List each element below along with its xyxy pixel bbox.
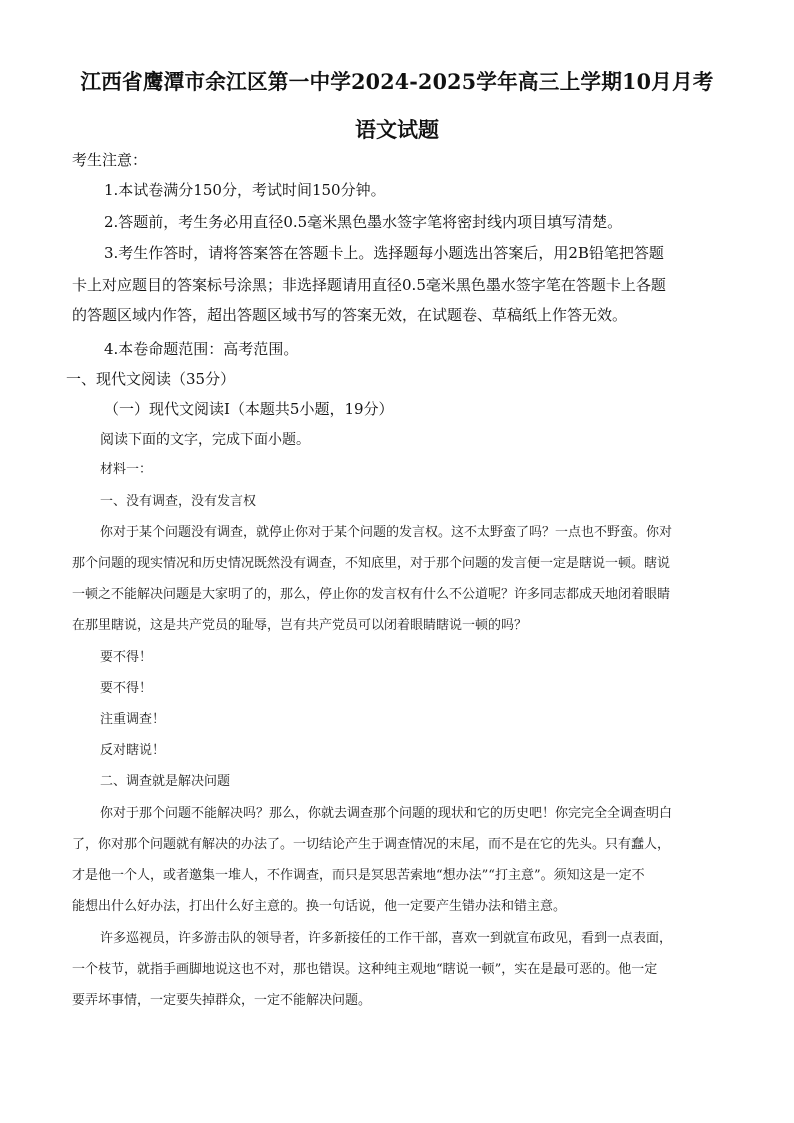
paragraph-line: 了，你对那个问题就有解决的办法了。一切结论产生于调查情况的末尾，而不是在它的先头。只有蠢人， bbox=[72, 837, 671, 852]
part-title: 一、没有调查，没有发言权 bbox=[100, 494, 257, 509]
notice-item: 的答题区域内作答，超出答题区域书写的答案无效，在试题卷、草稿纸上作答无效。 bbox=[72, 306, 628, 324]
notice-item: 2.答题前，考生务必用直径0.5毫米黑色墨水签字笔将密封线内项目填写清楚。 bbox=[104, 213, 623, 231]
paragraph-line: 那个问题的现实情况和历史情况既然没有调查，不知底里，对于那个问题的发言便一定是瞎说一顿。瞎说 bbox=[72, 556, 671, 571]
paragraph-line: 你对于那个问题不能解决吗？那么，你就去调查那个问题的现状和它的历史吧！你完完全全调查明白 bbox=[100, 806, 673, 821]
material-label: 材料一： bbox=[100, 462, 153, 477]
notice-item: 3.考生作答时，请将答案答在答题卡上。选择题每小题选出答案后，用2B铅笔把答题 bbox=[104, 244, 664, 262]
document-title: 江西省鹰潭市余江区第一中学2024-2025学年高三上学期10月月考 bbox=[80, 69, 714, 94]
notice-heading: 考生注意： bbox=[72, 151, 148, 169]
short-line: 要不得！ bbox=[100, 650, 153, 665]
part-title: 二、调查就是解决问题 bbox=[100, 774, 231, 789]
section-heading: 一、现代文阅读（35分） bbox=[66, 370, 236, 388]
notice-item: 4.本卷命题范围：高考范围。 bbox=[104, 340, 299, 358]
sub-section-heading: （一）现代文阅读Ⅰ（本题共5小题，19分） bbox=[104, 400, 394, 418]
short-line: 反对瞎说！ bbox=[100, 743, 166, 758]
paragraph-line: 许多巡视员，许多游击队的领导者，许多新接任的工作干部，喜欢一到就宣布政见，看到一点表面， bbox=[100, 931, 673, 946]
paragraph-line: 才是他一个人，或者邀集一堆人，不作调查，而只是冥思苦索地“想办法”“打主意”。须知这是一定不 bbox=[72, 868, 645, 883]
reading-instruction: 阅读下面的文字，完成下面小题。 bbox=[100, 432, 310, 448]
paragraph-line: 在那里瞎说，这是共产党员的耻辱，岂有共产党员可以闭着眼睛瞎说一顿的吗？ bbox=[72, 618, 528, 633]
paragraph-line: 能想出什么好办法，打出什么好主意的。换一句话说，他一定要产生错办法和错主意。 bbox=[72, 899, 567, 914]
paragraph-line: 一个枝节，就指手画脚地说这也不对，那也错误。这种纯主观地“瞎说一顿”，实在是最可恶的。他一定 bbox=[72, 962, 658, 977]
notice-item: 卡上对应题目的答案标号涂黑；非选择题请用直径0.5毫米黑色墨水签字笔在答题卡上各题 bbox=[72, 276, 666, 294]
short-line: 注重调查！ bbox=[100, 712, 166, 727]
paragraph-line: 一顿之不能解决问题是大家明了的，那么，停止你的发言权有什么不公道呢？许多同志都成天地闭着眼睛 bbox=[72, 587, 671, 602]
paragraph-line: 要弄坏事情，一定要失掉群众，一定不能解决问题。 bbox=[72, 993, 372, 1008]
notice-item: 1.本试卷满分150分，考试时间150分钟。 bbox=[104, 181, 386, 199]
short-line: 要不得！ bbox=[100, 681, 153, 696]
document-subtitle: 语文试题 bbox=[355, 117, 439, 142]
paragraph-line: 你对于某个问题没有调查，就停止你对于某个问题的发言权。这不太野蛮了吗？一点也不野蛮。你对 bbox=[100, 525, 673, 540]
